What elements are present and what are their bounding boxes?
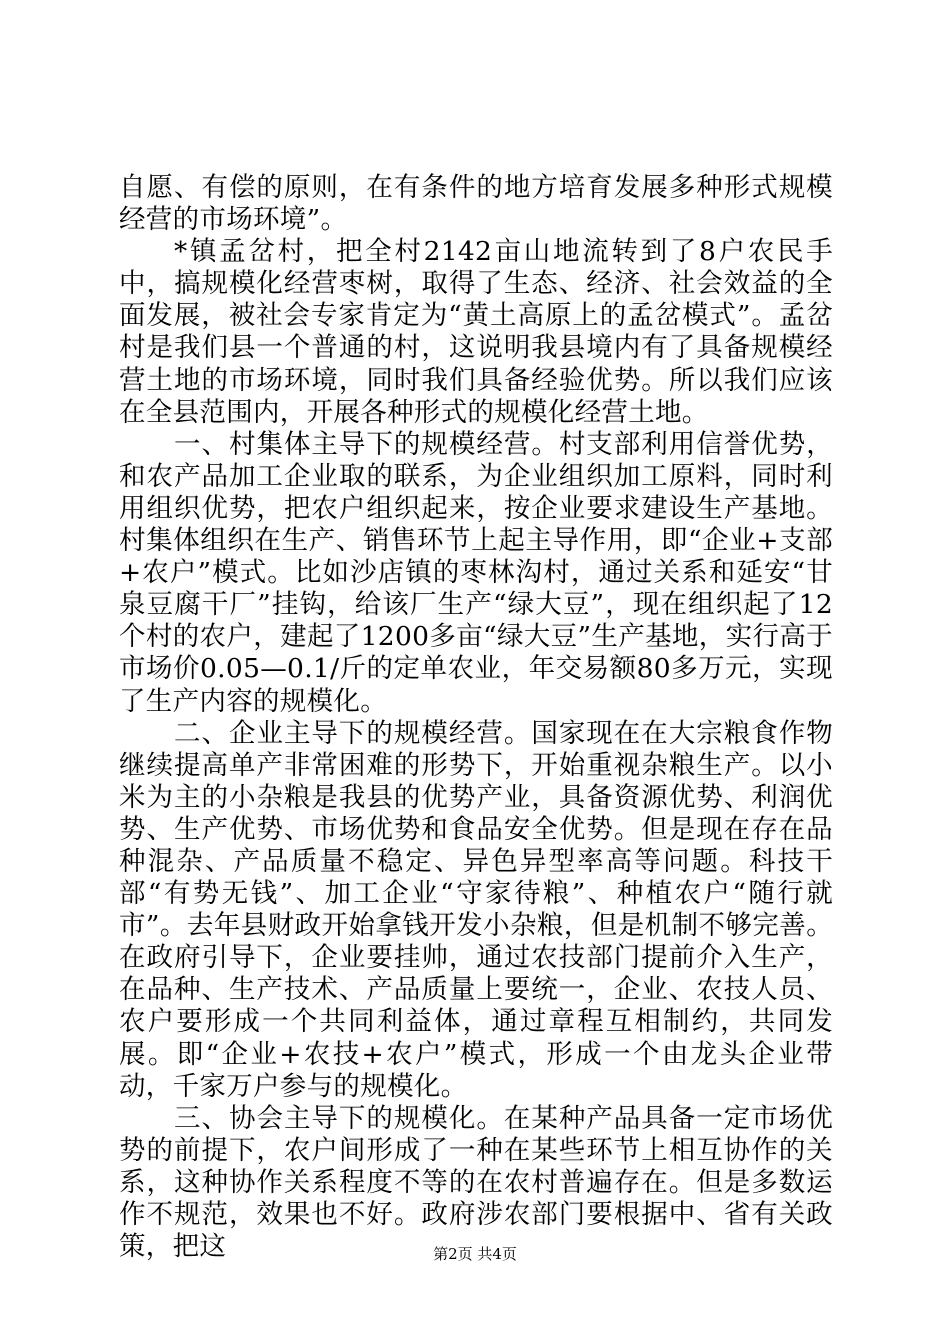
paragraph-enterprise-led: 二、企业主导下的规模经营。国家现在在大宗粮食作物继续提高单产非常困难的形势下，开始重视杂粮生产。以小米为主的小杂粮是我县的优势产业，具备资源优势、利润优势、生产优势、市场优势和食品安全优势。但是现在存在品种混杂、产品质量不稳定、异色异型率高等问题。科技干部“有势无钱”、加工企业“守家待粮”、种植农户“随行就市”。去年县财政开始拿钱开发小杂粮，但是机制不够完善。在政府引导下，企业要挂帅，通过农技部门提前介入生产，在品种、生产技术、产品质量上要统一，企业、农技人员、农户要形成一个共同利益体，通过章程互相制约，共同发展。即“企业+农技+农户”模式，形成一个由龙头企业带动，千家万户参与的规模化。 xyxy=(119,717,833,1102)
paragraph-continuation: 自愿、有偿的原则，在有条件的地方培育发展多种形式规模经营的市场环境”。 xyxy=(119,172,833,236)
document-body xyxy=(119,172,833,1263)
paragraph-association-led: 三、协会主导下的规模化。在某种产品具备一定市场优势的前提下，农户间形成了一种在某些环节上相互协作的关系，这种协作关系程度不等的在农村普遍存在。但是多数运作不规范，效果也不好。政府涉农部门要根据中、省有关政策，把这 xyxy=(119,1102,833,1263)
paragraph-mengcha-village: *镇孟岔村，把全村2142亩山地流转到了8户农民手中，搞规模化经营枣树，取得了生态、经济、社会效益的全面发展，被社会专家肯定为“黄土高原上的孟岔模式”。孟岔村是我们县一个普通的村，这说明我县境内有了具备规模经营土地的市场环境，同时我们具备经验优势。所以我们应该在全县范围内，开展各种形式的规模化经营土地。 xyxy=(119,236,833,428)
paragraph-village-collective: 一、村集体主导下的规模经营。村支部利用信誉优势，和农产品加工企业取的联系，为企业组织加工原料，同时利用组织优势，把农户组织起来，按企业要求建设生产基地。村集体组织在生产、销售环节上起主导作用，即“企业+支部+农户”模式。比如沙店镇的枣林沟村，通过关系和延安“甘泉豆腐干厂”挂钩，给该厂生产“绿大豆”，现在组织起了12个村的农户，建起了1200多亩“绿大豆”生产基地，实行高于市场价0.05—0.1/斤的定单农业，年交易额80多万元，实现了生产内容的规模化。 xyxy=(119,428,833,717)
page-number-footer: 第2页 共4页 xyxy=(433,1245,517,1263)
